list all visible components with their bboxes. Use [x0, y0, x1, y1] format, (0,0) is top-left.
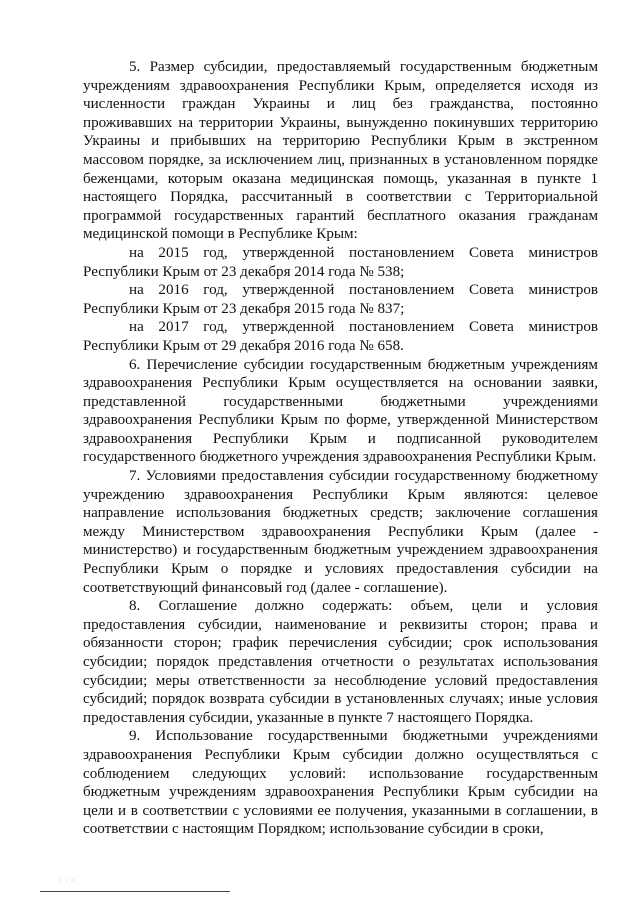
- paragraph-6: 6. Перечисление субсидии государственным бюджетным учреждениям здравоохранения Республики Крым осуществляется на основании заявки, представленной государственными бюджетными учреждениями здравоохранения Республики Крым по форме, утвержденной Министерством здравоохранения Республики Крым и подписанной руководителем государственного бюджетного учреждения здравоохранения Республики Крым.: [83, 356, 598, 466]
- paragraph-5-item-2016: на 2016 год, утвержденной постановлением Совета министров Республики Крым от 23 декабря 2015 года № 837;: [83, 282, 598, 317]
- paragraph-5-item-2017: на 2017 год, утвержденной постановлением Совета министров Республики Крым от 29 декабря 2016 года № 658.: [83, 319, 598, 354]
- paragraph-5: 5. Размер субсидии, предоставляемый государственным бюджетным учреждениям здравоохранения Республики Крым, определяется исходя из численности граждан Украины и лиц без гражданства, постоянно проживавших на территории Украины, вынужденно покинувших территорию Украины и прибывших на территорию Республики Крым в экстренном массовом порядке, за исключением лиц, признанных в установленном порядке беженцами, которым оказана медицинская помощь, указанная в пункте 1 настоящего Порядка, рассчитанный в соответствии с Территориальной программой государственных гарантий бесплатного оказания гражданам медицинской помощи в Республике Крым:: [83, 59, 598, 243]
- footer-divider: [40, 891, 230, 892]
- scan-artifact: · · ·: [58, 876, 76, 885]
- document-page: [83, 58, 598, 839]
- paragraph-7: 7. Условиями предоставления субсидии государственному бюджетному учреждению здравоохранения Республики Крым являются: целевое направление использования бюджетных средств; заключение соглашения между Министерством здравоохранения Республики Крым (далее - министерство) и государственным бюджетным учреждением здравоохранения Республики Крым о порядке и условиях предоставления субсидии на соответствующий финансовый год (далее - соглашение).: [83, 468, 598, 596]
- paragraph-8: 8. Соглашение должно содержать: объем, цели и условия предоставления субсидии, наименование и реквизиты сторон; права и обязанности сторон; график перечисления субсидии; срок использования субсидии; порядок представления отчетности о результатах использования субсидии; меры ответственности за несоблюдение условий предоставления субсидий; порядок возврата субсидии в установленных случаях; иные условия предоставления субсидии, указанные в пункте 7 настоящего Порядка.: [83, 598, 598, 726]
- paragraph-5-item-2015: на 2015 год, утвержденной постановлением Совета министров Республики Крым от 23 декабря 2014 года № 538;: [83, 244, 598, 280]
- paragraph-9: 9. Использование государственными бюджетными учреждениями здравоохранения Республики Крым субсидии должно осуществляться с соблюдением следующих условий: использование государственным бюджетным учреждениям здравоохранения Республики Крым субсидии на цели и в соответствии с условиями ее получения, указанными в соглашении, в соответствии с настоящим Порядком; использование субсидии в сроки,: [83, 728, 598, 838]
